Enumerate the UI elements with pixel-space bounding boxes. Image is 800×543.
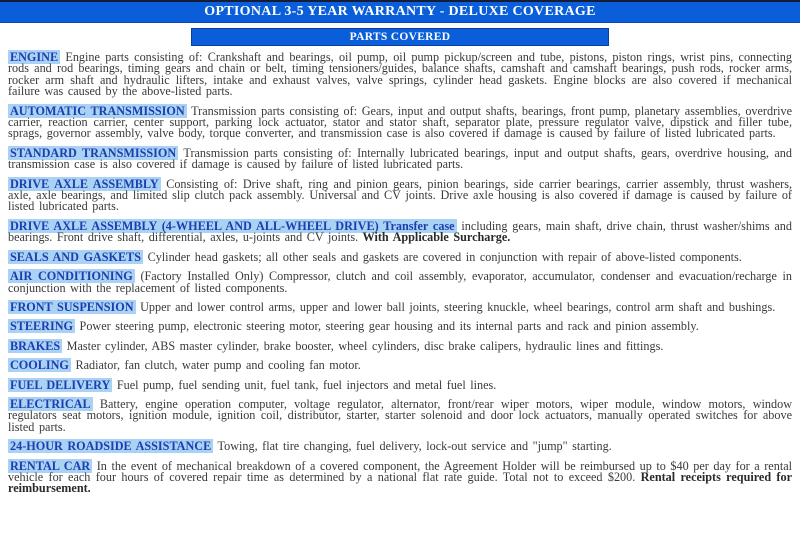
section-heading: STANDARD TRANSMISSION bbox=[10, 145, 177, 160]
coverage-section bbox=[8, 377, 792, 392]
coverage-section bbox=[8, 360, 792, 371]
coverage-sections-list bbox=[0, 46, 800, 495]
section-heading: AIR CONDITIONING bbox=[10, 269, 133, 284]
coverage-section bbox=[8, 249, 792, 264]
coverage-section bbox=[8, 458, 792, 496]
section-body: (Factory Installed Only) Compressor, clutch and coil assembly, evaporator, accumulator, condenser and evacuation/recharge in conjunction with the replacement of listed components. bbox=[8, 269, 792, 295]
section-body: including gears, main shaft, drive chain, thrust washer/shims and bearings. Front drive shaft, differential, axles, u-joints and CV joints. bbox=[8, 218, 792, 245]
section-heading: RENTAL CAR bbox=[10, 458, 91, 473]
coverage-section bbox=[8, 176, 792, 214]
warranty-title-bar: OPTIONAL 3-5 YEAR WARRANTY - DELUXE COVERAGE bbox=[0, 0, 800, 23]
section-body: Transmission parts consisting of: Internally lubricated bearings, input and output shafts, gears, overdrive housing, and transmission case is also covered if damage is caused by failure of listed lubricated parts. bbox=[8, 145, 792, 172]
section-heading: SEALS AND GASKETS bbox=[10, 249, 142, 264]
coverage-section bbox=[8, 338, 792, 353]
coverage-section bbox=[8, 321, 792, 332]
section-heading: DRIVE AXLE ASSEMBLY (4-WHEEL AND ALL-WHEEL DRIVE) Transfer case bbox=[10, 218, 455, 233]
section-heading: STEERING bbox=[10, 319, 73, 334]
section-body: Transmission parts consisting of: Gears, input and output shafts, bearings, front pump, planetary assemblies, overdrive carrier, reaction carrier, center support, parking lock actuator, stator and stator shaft, separator plate, pressure regulator valve, dipstick and filler tube, sprags, governor assembly, valve body, torque converter, and transmission case is also covered if damage is caused by failure of listed lubricated parts. bbox=[8, 103, 793, 141]
coverage-section bbox=[8, 52, 792, 98]
parts-covered-bar: PARTS COVERED bbox=[191, 28, 609, 46]
section-heading: FUEL DELIVERY bbox=[10, 377, 111, 392]
section-bold-note: Rental receipts required for reimbursement. bbox=[8, 469, 792, 496]
section-body: Battery, engine operation computer, voltage regulator, alternator, front/rear wiper motors, wiper module, window motors, window regulators seat motors, ignition module, ignition coil, distributor, starter, starter solenoid and door lock actuators, manually operated switches for above listed parts. bbox=[8, 396, 792, 434]
coverage-section bbox=[8, 103, 793, 141]
section-body: Radiator, fan clutch, water pump and cooling fan motor. bbox=[75, 358, 361, 373]
section-body: Cylinder head gaskets; all other seals and gaskets are covered in conjunction with repair of above-listed components. bbox=[147, 249, 742, 264]
parts-covered-bar-wrap bbox=[0, 27, 800, 46]
coverage-section bbox=[8, 299, 792, 314]
section-heading: AUTOMATIC TRANSMISSION bbox=[10, 103, 185, 118]
section-heading: ENGINE bbox=[10, 50, 59, 64]
section-body: Power steering pump, electronic steering motor, steering gear housing and its internal parts and rack and pinion assembly. bbox=[79, 319, 699, 334]
coverage-section bbox=[8, 218, 792, 245]
coverage-section bbox=[8, 441, 792, 452]
section-body: In the event of mechanical breakdown of a covered component, the Agreement Holder will be reimbursed up to $40 per day for a rental vehicle for each four hours of covered repair time as determined by a national flat rate guide. Total not to exceed $200. bbox=[8, 458, 792, 484]
section-heading: FRONT SUSPENSION bbox=[10, 299, 134, 314]
section-body: Engine parts consisting of: Crankshaft and bearings, oil pump, oil pump pickup/screen and tube, pistons, piston rings, wrist pins, connecting rods and rod bearings, timing gears and chain or belt, timing tensioners/guides, balance shafts, camshaft and camshaft bearings, push rods, rocker arms, rocker arm shaft and hydraulic lifters, intake and exhaust valves, valve springs, cylinder head gaskets. Engine blocks are also covered if mechanical failure was caused by the above-listed parts. bbox=[8, 50, 792, 99]
section-bold-note: With Applicable Surcharge. bbox=[358, 230, 511, 245]
section-body: Towing, flat tire changing, fuel delivery, lock-out service and "jump" starting. bbox=[217, 439, 612, 454]
section-heading: BRAKES bbox=[10, 338, 61, 353]
section-body: Fuel pump, fuel sending unit, fuel tank, fuel injectors and metal fuel lines. bbox=[116, 377, 497, 392]
coverage-section bbox=[8, 145, 792, 172]
section-body: Consisting of: Drive shaft, ring and pinion gears, pinion bearings, side carrier bearings, carrier assembly, thrust washers, axle, axle bearings, and limited slip clutch pack assembly. Universal and CV joints. Drive axle housing is also covered if damage is caused by failure of listed lubricated parts. bbox=[8, 176, 792, 214]
section-heading: ELECTRICAL bbox=[10, 396, 91, 411]
coverage-section bbox=[8, 271, 792, 294]
section-body: Master cylinder, ABS master cylinder, brake booster, wheel cylinders, disc brake calipers, hydraulic lines and fittings. bbox=[66, 338, 664, 353]
section-body: Upper and lower control arms, upper and lower ball joints, steering knuckle, wheel bearings, control arm shaft and bushings. bbox=[140, 299, 776, 314]
coverage-section bbox=[8, 396, 792, 434]
section-heading: DRIVE AXLE ASSEMBLY bbox=[10, 176, 159, 191]
section-heading: 24-HOUR ROADSIDE ASSISTANCE bbox=[10, 439, 212, 454]
section-heading: COOLING bbox=[10, 358, 69, 373]
